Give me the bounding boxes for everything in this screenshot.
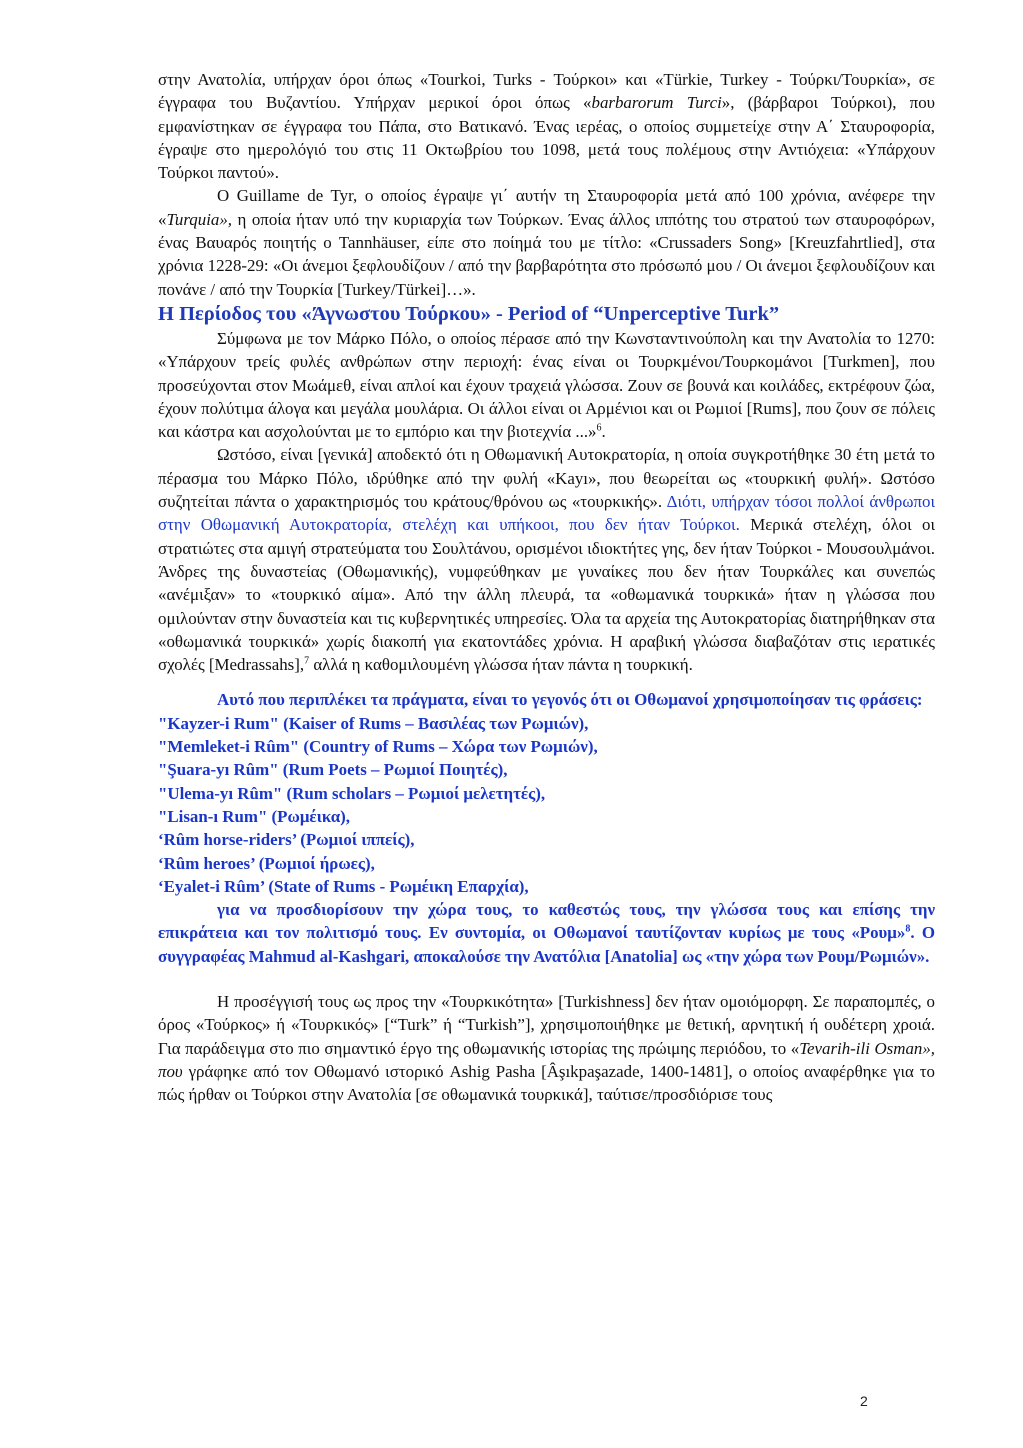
footnote-ref[interactable]: 6 <box>596 422 602 434</box>
phrase-item: "Lisan-ı Rum" (Ρωμέικα), <box>158 806 351 826</box>
phrase-item: "Kayzer-i Rum" (Kaiser of Rums – Βασιλέας των Ρωμιών), <box>158 713 589 733</box>
paragraph-4: Ωστόσο, είναι [γενικά] αποδεκτό ότι η Οθωμανική Αυτοκρατορία, η οποία συγκροτήθηκε 30 έτη μετά το πέρασμα του Μάρκο Πόλο, ιδρύθηκε από την φυλή «Kayı», που θεωρείται ως «τουρκική φυλή». Ωστόσο συζητείται πάντα ο χαρακτηρισμός του κράτους/θρόνου ως «τουρκικής». Διότι, υπήρχαν τόσοι πολλοί άνθρωποι στην Οθωμανική Αυτοκρατορία, στελέχη και υπήκοοι, που δεν ήταν Τούρκοι. Μερικά στελέχη, όλοι οι στρατιώτες στα αμιγή στρατεύματα του Σουλτάνου, ορισμένοι ιδιοκτήτες γης, δεν ήταν Τούρκοι - Μουσουλμάνοι. Άνδρες της δυναστείας (Οθωμανικής), νυμφεύθηκαν με γυναίκες που δεν ήταν Τουρκάλες και συνεπώς «ανέμιξαν» το «τουρκικό αίμα». Από την άλλη πλευρά, τα «οθωμανικά τουρκικά» ήταν η γλώσσα που ομιλούνταν στην δυναστεία και τις κυβερνητικές υπηρεσίες. Όλα τα αρχεία της Αυτοκρατορίας διατηρήθηκαν στα «οθωμανικά τουρκικά» χωρίς διακοπή για εκατοντάδες χρόνια. Η αραβική γλώσσα διαβαζόταν στις ιερατικές σχολές [Medrassahs],$^7$ αλλά η καθομιλουμένη γλώσσα ήταν πάντα η τουρκική. <box>158 445 936 675</box>
phrase-item: "Şuara-yı Rûm" (Rum Poets – Ρωμιοί Ποιητές), <box>158 760 508 780</box>
phrase-item: ‘Rûm heroes’ (Ρωμιοί ήρωες), <box>158 853 375 873</box>
phrase-item: ‘Rûm horse-riders’ (Ρωμιοί ιππείς), <box>158 830 415 850</box>
paragraph-3: Σύμφωνα με τον Μάρκο Πόλο, ο οποίος πέρασε από την Κωνσταντινούπολη και την Ανατολία το 1270: «Υπάρχουν τρείς φυλές ανθρώπων στην περιοχή: ένας είναι οι Τουρκμένοι/Τουρκομάνοι [Turkmen], που προσεύχονται στον Μωάμεθ, είναι απλοί και έχουν τραχειά γλώσσα. Ζουν σε βουνά και κοιλάδες, εκτρέφουν ζώα, έχουν πολύτιμα άλογα και μεγάλα μουλάρια. Οι άλλοι είναι οι Αρμένιοι και οι Ρωμιοί [Rums], που ζουν σε πόλεις και κάστρα και ασχολούνται με το εμπόριο και την βιοτεχνία ...»$^6$. <box>158 328 935 442</box>
phrase-item: ‘Eyalet-i Rûm’ (State of Rums - Ρωμέικη Επαρχία), <box>158 876 529 896</box>
highlighted-block <box>158 688 935 968</box>
page-number: 2 <box>860 1393 868 1409</box>
latin-term: barbarorum Turci <box>591 93 722 113</box>
footnote-ref[interactable]: 8 <box>905 923 911 935</box>
latin-term: Turquia», <box>166 209 233 229</box>
paragraph-2: Ο Guillame de Tyr, ο οποίος έγραψε γι΄ αυτήν τη Σταυροφορία μετά από 100 χρόνια, ανέφερε την «Turquia», η οποία ήταν υπό την κυριαρχία των Τούρκων. Ένας άλλος ιππότης του στρατού των σταυροφόρων, ένας Βαυαρός ποιητής ο Tannhäuser, είπε στο ποίημά του με τίτλο: «Crussaders Song» [Kreuzfahrtlied], στα χρόνια 1228-29: «Οι άνεμοι ξεφλουδίζουν / από την βαρβαρότητα στο πρόσωπό μου / Οι άνεμοι ξεφλουδίζουν και πονάνε / από την Τουρκία [Turkey/Türkei]…». <box>158 186 935 299</box>
phrase-item: "Memleket-i Rûm" (Country of Rums – Χώρα των Ρωμιών), <box>158 737 598 757</box>
paragraph-5: Η προσέγγισή τους ως προς την «Τουρκικότητα» [Turkishness] δεν ήταν ομοιόμορφη. Σε παραπομπές, ο όρος «Τούρκος» ή «Τουρκικός» [“Turk” ή “Turkish”], χρησιμοποιήθηκε με θετική, αρνητική ή ουδέτερη χροιά. Για παράδειγμα στο πιο σημαντικό έργο της οθωμανικής ιστορίας της πρώιμης περιόδου, το «Tevarih-ili Osman», που γράφηκε από τον Οθωμανό ιστορικό Ashig Pasha [Âşıkpaşazade, 1400-1481], ο οποίος αναφέρθηκε για το πώς ήρθαν οι Τούρκοι στην Ανατολία [σε οθωμανικά τουρκικά], ταύτισε/προσδιόρισε τους <box>158 991 935 1105</box>
highlighted-sentence: Διότι, υπήρχαν τόσοι πολλοί άνθρωποι στην Οθωμανική Αυτοκρατορία, στελέχη και υπήκοοι, που δεν ήταν Τούρκοι. <box>158 492 935 535</box>
paragraph-1: στην Ανατολία, υπήρχαν όροι όπως «Tourkoi, Turks - Τούρκοι» και «Türkie, Turkey - Τούρκι/Τουρκία», σε έγγραφα του Βυζαντίου. Υπήρχαν μερικοί όροι όπως «barbarorum Turci», (βάρβαροι Τούρκοι), που εμφανίστηκαν σε έγγραφα του Πάπα, στο Βατικανό. Ένας ιερέας, ο οποίος συμμετείχε στην Α΄ Σταυροφορία, έγραψε στο ημερολόγιό του στις 11 Οκτωβρίου του 1098, μετά τους πολέμους στην Αντιόχεια: «Υπάρχουν Τούρκοι παντού». <box>158 70 936 183</box>
document-body <box>158 68 935 1106</box>
section-heading: Η Περίοδος του «Άγνωστου Τούρκου» - Period of “Unperceptive Turk” <box>158 302 780 325</box>
phrase-item: "Ulema-yı Rûm" (Rum scholars – Ρωμιοί μελετητές), <box>158 783 546 803</box>
block-outro: για να προσδιορίσουν την χώρα τους, το καθεστώς τους, την γλώσσα τους και επίσης την επικράτεια και τον πολιτισμό τους. Εν συντομία, οι Οθωμανοί ταυτίζονταν κυρίως με τους «Ρουμ»$^8$. Ο συγγραφέας Mahmud al-Kashgari, αποκαλούσε την Ανατόλια [Anatolia] ως «την χώρα των Ρουμ/Ρωμιών». <box>158 900 935 966</box>
footnote-ref[interactable]: 7 <box>304 655 310 667</box>
latin-term: Tevarih-ili Osman», που <box>158 1038 935 1081</box>
phrase-list <box>158 712 935 898</box>
block-intro: Αυτό που περιπλέκει τα πράγματα, είναι το γεγονός ότι οι Οθωμανοί χρησιμοποίησαν τις φράσεις: <box>217 690 923 710</box>
